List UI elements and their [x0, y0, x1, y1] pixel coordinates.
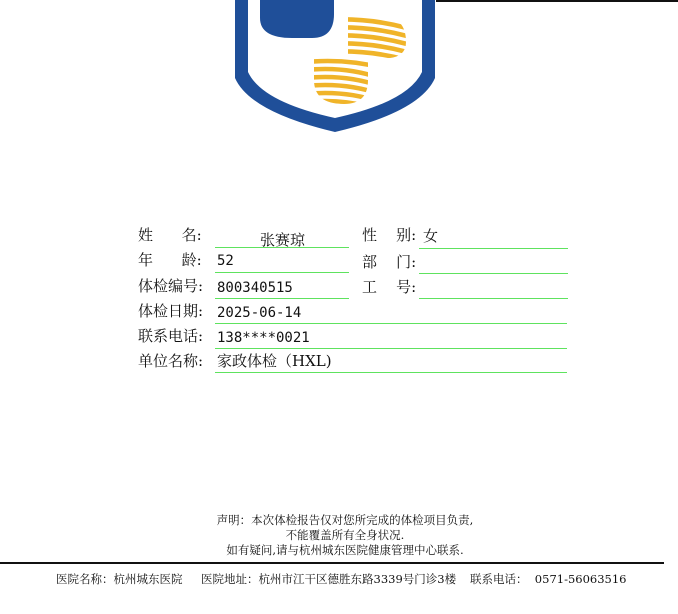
- department-underline: [419, 273, 568, 274]
- age-value: 52: [217, 253, 234, 269]
- phone-label: 联系电话:: [138, 327, 204, 345]
- phone-underline: [215, 348, 567, 349]
- name-label: 姓 名:: [138, 226, 202, 244]
- department-label: 部 门:: [362, 253, 417, 271]
- declaration-line-1: 声明：本次体检报告仅对您所完成的体检项目负责,: [216, 513, 474, 527]
- declaration-line-2: 不能覆盖所有全身状况.: [285, 528, 405, 542]
- hospital-logo: [230, 0, 440, 135]
- age-underline: [215, 272, 349, 273]
- footer-hospital-address: 医院地址：杭州市江干区德胜东路3339号门诊3楼: [201, 572, 457, 586]
- employee-number-label: 工 号:: [362, 278, 417, 296]
- exam-number-value: 800340515: [217, 280, 293, 296]
- declaration-line-3: 如有疑问,请与杭州城东医院健康管理中心联系.: [226, 543, 464, 557]
- exam-date-underline: [215, 323, 567, 324]
- organization-underline: [215, 372, 567, 373]
- cross-shield-icon: [230, 0, 440, 135]
- organization-label: 单位名称:: [138, 352, 204, 370]
- top-rule: [436, 0, 678, 2]
- footer-phone: 联系电话： 0571-56063516: [470, 572, 627, 586]
- exam-date-value: 2025-06-14: [217, 305, 302, 321]
- name-underline: [215, 247, 349, 248]
- phone-value: 138****0021: [217, 330, 310, 346]
- name-value: 张赛琼: [260, 231, 306, 249]
- gender-underline: [419, 248, 568, 249]
- gender-value: 女: [423, 227, 439, 245]
- exam-number-underline: [215, 298, 349, 299]
- age-label: 年 龄:: [138, 251, 202, 269]
- employee-number-underline: [419, 298, 568, 299]
- footer-rule: [0, 562, 664, 564]
- exam-date-label: 体检日期:: [138, 302, 204, 320]
- organization-value: 家政体检（HXL): [217, 352, 332, 370]
- footer-hospital-name: 医院名称：杭州城东医院: [56, 572, 183, 586]
- gender-label: 性 别:: [362, 226, 417, 244]
- exam-number-label: 体检编号:: [138, 277, 204, 295]
